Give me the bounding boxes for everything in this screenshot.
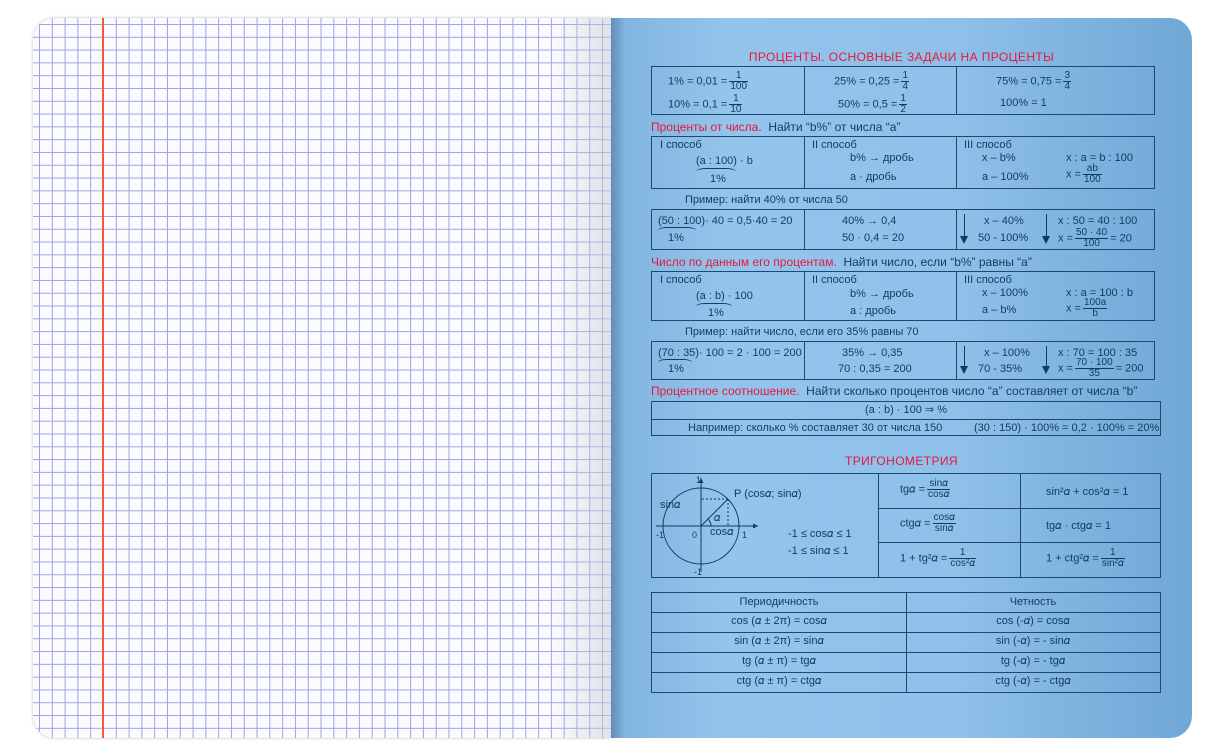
method-3-line2: a – 100% [982,171,1029,183]
circle-one-top: 1 [696,475,702,485]
table-row-cos-period: cos (𝛼 ± 2π) = cos𝛼 [731,615,827,627]
down-arrow-icon [964,214,965,242]
method-2-line1: b% → дробь [850,288,914,300]
example-2-m1-sub: 1% [668,363,684,375]
circle-zero: 0 [692,530,698,540]
ctg-squared-formula: 1 + ctg²𝛼 = $\frac{1}{\text{sin²𝛼}}$ [1046,547,1124,569]
table-row-sin-parity: sin (-𝛼) = - sin𝛼 [995,635,1071,647]
number-by-percent-methods [651,271,1155,321]
method-3-label: III способ [964,274,1012,286]
basic-percent-table [651,66,1155,115]
down-arrow-icon [964,346,965,372]
margin-line [102,18,104,738]
percent-ratio-example: Например: сколько % составляет 30 от числа 150 [688,422,943,434]
method-3-line1: x – 100% [982,287,1028,299]
open-notebook [33,18,1192,738]
pythagorean-identity: sin²𝛼 + cos²𝛼 = 1 [1046,486,1129,498]
example-1-m1-sub: 1% [668,232,684,244]
method-3-solution: x = $\frac{100a}{b}$ [1066,297,1107,319]
tg-formula: tg𝛼 = $\frac{\text{sin𝛼}}{\text{cos𝛼}}$ [900,478,950,500]
table-row-tg-period: tg (𝛼 ± π) = tg𝛼 [742,655,816,667]
example-2-m3-solution: x = $\frac{70 \cdot 100}{35}$ = 200 [1058,357,1144,379]
table-row-tg-parity: tg (-𝛼) = - tg𝛼 [1000,655,1066,667]
example-2-m3-l2: 70 - 35% [978,363,1023,375]
cos-range: -1 ≤ cos𝛼 ≤ 1 [788,528,852,540]
method-1-sub: 1% [710,173,726,185]
method-2-label: II способ [812,274,857,286]
down-arrow-icon [1046,214,1047,242]
circle-point-label: P (cos𝛼; sin𝛼) [734,488,802,500]
example-1-m2-l2: 50 · 0,4 = 20 [842,232,905,244]
down-arrow-icon [1046,346,1047,372]
reference-cover [611,18,1192,738]
table-row-ctg-period: ctg (𝛼 ± π) = ctg𝛼 [736,675,822,687]
method-3-line1: x – b% [982,152,1016,164]
periodicity-parity-table [651,592,1161,693]
tg-ctg-identity: tg𝛼 · ctg𝛼 = 1 [1046,520,1111,532]
circle-minus-one-bottom: -1 [694,567,703,577]
sin-range: -1 ≤ sin𝛼 ≤ 1 [788,545,849,557]
method-2-line1: b% → дробь [850,152,914,164]
example-2-m3-prop: x : 70 = 100 : 35 [1058,347,1138,359]
section-percent-of-number: Проценты от числа. Найти “b%” от числа “а” [651,120,901,134]
ctg-formula: ctg𝛼 = $\frac{\text{cos𝛼}}{\text{sin𝛼}}$ [900,512,955,534]
method-2-line2: a · дробь [850,171,897,183]
example-1-m3-prop: x : 50 = 40 : 100 [1058,215,1138,227]
trig-formulas-table [651,473,1161,578]
section-number-by-percent: Число по данным его процентам. Найти число, если “b%” равны “а” [651,255,1032,269]
example-2-table [651,341,1155,380]
method-1-expr: (a : 100) · b [696,155,753,167]
trig-title: ТРИГОНОМЕТРИЯ [845,454,958,468]
example-1-m3-solution: x = $\frac{50 \cdot 40}{100}$ = 20 [1058,227,1132,249]
example-2-label: Пример: найти число, если его 35% равны 70 [685,326,919,338]
method-1-label: I способ [660,274,702,286]
circle-alpha-label: 𝛼 [714,512,721,524]
method-1-label: I способ [660,139,702,151]
circle-minus-one-left: -1 [656,530,665,540]
example-2-m1: (70 : 35)· 100 = 2 · 100 = 200 [658,347,802,359]
tg-squared-formula: 1 + tg²𝛼 = $\frac{1}{\text{cos²𝛼}}$ [900,547,976,569]
method-3-label: III способ [964,139,1012,151]
method-1-expr: (a : b) · 100 [696,290,753,302]
header-periodicity: Периодичность [739,596,819,608]
method-3-prop: x : a = 100 : b [1066,287,1133,299]
percent-ratio-table [651,401,1161,436]
basic-r2c2: 50% = 0,5 = $\frac{1}{2}$ [838,93,906,115]
example-1-m2-l1: 40% → 0,4 [842,215,897,227]
basic-r1c2: 25% = 0,25 = $\frac{1}{4}$ [834,70,909,92]
basic-r1c1: 1% = 0,01 = $\frac{1}{100}$ [668,70,748,92]
method-3-prop: x : a = b : 100 [1066,152,1133,164]
method-2-line2: a : дробь [850,305,896,317]
example-1-table [651,209,1155,250]
section-percent-ratio: Процентное соотношение. Найти сколько процентов число “а” составляет от числа “b” [651,384,1138,398]
example-1-m3-l1: x – 40% [984,215,1024,227]
method-3-solution: x = $\frac{ab}{100}$ [1066,163,1101,185]
example-2-m2-l2: 70 : 0,35 = 200 [838,363,912,375]
header-parity: Четность [1009,596,1057,608]
circle-one-right: 1 [742,530,748,540]
percent-ratio-formula: (a : b) · 100 ⇒ % [865,404,947,416]
grid-page [33,18,611,738]
percent-of-number-methods [651,136,1155,189]
basic-r1c3: 75% = 0,75 = $\frac{3}{4}$ [996,70,1071,92]
circle-cos-label: cos𝛼 [710,526,734,538]
method-3-line2: a – b% [982,304,1017,316]
method-1-sub: 1% [708,307,724,319]
basic-r2c3: 100% = 1 [1000,97,1047,109]
example-2-m3-l1: x – 100% [984,347,1030,359]
table-row-sin-period: sin (𝛼 ± 2π) = sin𝛼 [734,635,824,647]
example-2-m2-l1: 35% → 0,35 [842,347,903,359]
basic-r2c1: 10% = 0,1 = $\frac{1}{10}$ [668,93,742,115]
percent-title: ПРОЦЕНТЫ. ОСНОВНЫЕ ЗАДАЧИ НА ПРОЦЕНТЫ [748,50,1055,64]
percent-ratio-example-calc: (30 : 150) · 100% = 0,2 · 100% = 20% [974,422,1160,434]
example-1-m3-l2: 50 - 100% [978,232,1029,244]
table-row-cos-parity: cos (-𝛼) = cos𝛼 [996,615,1070,627]
example-1-m1: (50 : 100)· 40 = 0,5·40 = 20 [658,215,793,227]
circle-sin-label: sin𝛼 [660,499,681,511]
table-row-ctg-parity: ctg (-𝛼) = - ctg𝛼 [995,675,1071,687]
method-2-label: II способ [812,139,857,151]
example-1-label: Пример: найти 40% от числа 50 [685,194,848,206]
